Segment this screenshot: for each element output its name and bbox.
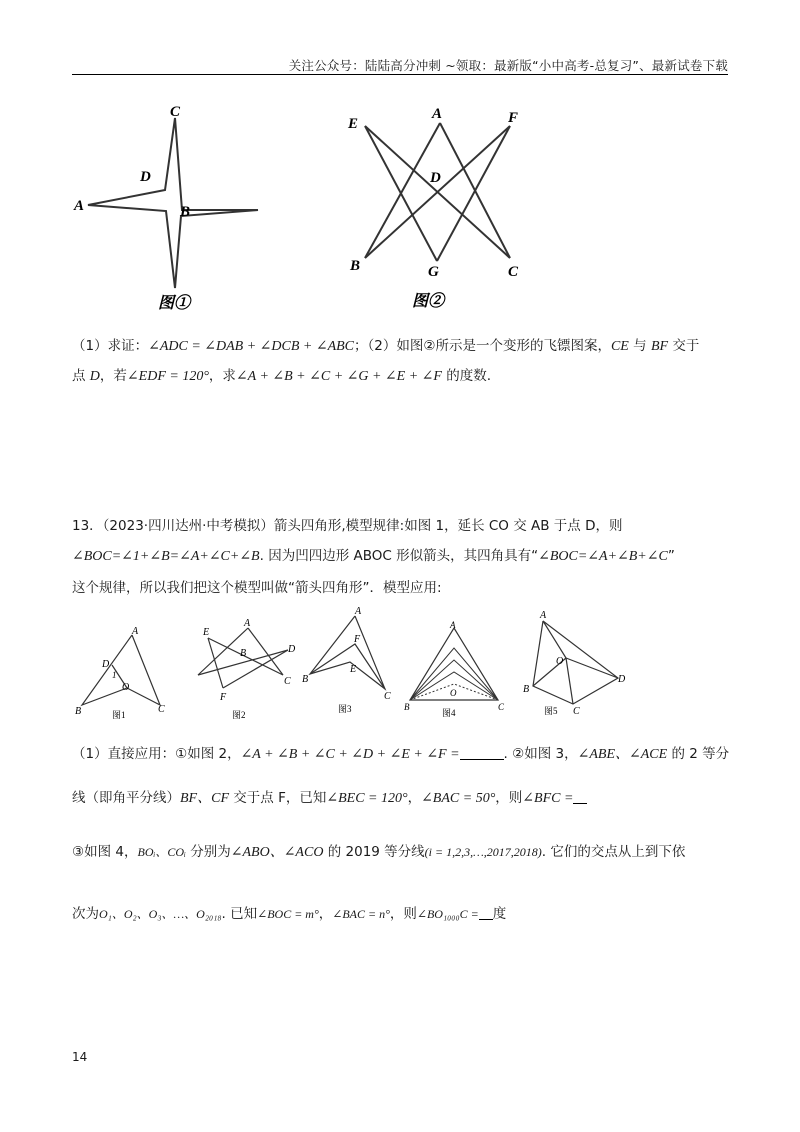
svg-text:B: B — [240, 648, 247, 659]
figure-1-star — [60, 98, 280, 318]
small-figure-4 — [402, 618, 512, 718]
problem13-line1: 13．（2023·四川达州·中考模拟）箭头四角形,模型规律:如图 1，延长 CO 交 AB 于点 D，则 — [72, 518, 623, 534]
svg-text:A: A — [450, 620, 456, 630]
answer-blank-2[interactable] — [573, 789, 587, 804]
problem13-q4: 次为O₁、O₂、O₃、…、O₂₀₁₈. 已知∠BOC = m°，∠BAC = n°，则∠BO₁₀₀₀C = 度 — [72, 906, 507, 922]
small-figure-3 — [300, 604, 400, 714]
fig1-label-d: D — [140, 169, 151, 185]
fig2-label-g: G — [428, 264, 439, 280]
svg-text:A: A — [244, 618, 251, 629]
small-figure-5 — [518, 606, 628, 716]
small-figure-2 — [188, 610, 298, 720]
svg-text:E: E — [203, 627, 210, 638]
fig1-label-c: C — [170, 104, 181, 120]
page-number: 14 — [72, 1050, 88, 1064]
svg-text:C: C — [158, 704, 165, 715]
svg-text:B: B — [404, 702, 410, 712]
small-fig3-caption: 图3 — [338, 704, 352, 714]
page-header: 关注公众号：陆陆高分冲刺 ~领取：最新版“小中高考-总复习”、最新试卷下载 — [288, 58, 728, 73]
fig1-caption: 图① — [158, 295, 191, 312]
fig2-caption: 图② — [412, 293, 445, 310]
svg-text:D: D — [102, 659, 110, 670]
small-fig2-caption: 图2 — [232, 710, 246, 720]
svg-text:A: A — [355, 606, 362, 617]
svg-text:C: C — [498, 702, 505, 712]
svg-text:A: A — [540, 610, 547, 621]
fig2-label-d: D — [430, 170, 441, 186]
svg-text:O: O — [122, 682, 130, 693]
fig2-label-a: A — [432, 106, 443, 122]
problem13-line2: ∠BOC=∠1+∠B=∠A+∠C+∠B. 因为凹四边形 ABOC 形似箭头，其四角具有“∠BOC=∠A+∠B+∠C” — [72, 548, 675, 564]
svg-text:F: F — [354, 634, 361, 645]
svg-text:B: B — [75, 706, 82, 717]
small-fig1-caption: 图1 — [112, 710, 126, 720]
problem13-q2: 线（即角平分线）BF、CF 交于点 F，已知∠BEC = 120°，∠BAC = 50°，则∠BFC = — [72, 788, 587, 809]
small-fig4-caption: 图4 — [442, 708, 456, 718]
svg-text:D: D — [288, 644, 296, 655]
fig2-label-f: F — [508, 110, 519, 126]
svg-text:A: A — [132, 626, 139, 637]
small-figure-1 — [72, 610, 172, 720]
problem12-line2: 点 D，若∠EDF = 120°，求∠A + ∠B + ∠C + ∠G + ∠E + ∠F 的度数. — [72, 368, 492, 384]
small-fig5-caption: 图5 — [544, 706, 558, 716]
svg-text:C: C — [384, 691, 391, 702]
svg-text:1: 1 — [112, 670, 117, 680]
problem13-q3: ③如图 4，BOᵢ、COᵢ 分别为∠ABO、∠ACO 的 2019 等分线(i = 1,2,3,…,2017,2018). 它们的交点从上到下依 — [72, 844, 686, 860]
answer-blank-1[interactable] — [460, 745, 504, 760]
fig1-label-a: A — [74, 198, 85, 214]
svg-text:B: B — [523, 684, 530, 695]
svg-text:O: O — [556, 656, 564, 667]
header-rule — [72, 74, 728, 75]
svg-text:D: D — [618, 674, 626, 685]
fig2-label-e: E — [348, 116, 359, 132]
problem12-line1: （1）求证：∠ADC = ∠DAB + ∠DCB + ∠ABC；（2）如图②所示是一个变形的飞镖图案，CE 与 BF 交于 — [72, 338, 700, 354]
figure-2-crossed-star — [340, 98, 550, 318]
problem13-q1: （1）直接应用：①如图 2，∠A + ∠B + ∠C + ∠D + ∠E + ∠F = . ②如图 3，∠ABE、∠ACE 的 2 等分 — [72, 746, 730, 762]
svg-text:F: F — [220, 692, 227, 703]
fig2-label-c: C — [508, 264, 519, 280]
problem13-line3: 这个规律，所以我们把这个模型叫做“箭头四角形”．模型应用: — [72, 580, 442, 596]
fig1-label-b: B — [180, 204, 191, 220]
fig2-label-b: B — [350, 258, 361, 274]
svg-text:C: C — [573, 706, 580, 716]
svg-text:C: C — [284, 676, 291, 687]
svg-text:B: B — [302, 674, 309, 685]
svg-text:E: E — [350, 664, 357, 675]
svg-text:O: O — [450, 688, 457, 698]
answer-blank-3[interactable] — [479, 905, 493, 920]
